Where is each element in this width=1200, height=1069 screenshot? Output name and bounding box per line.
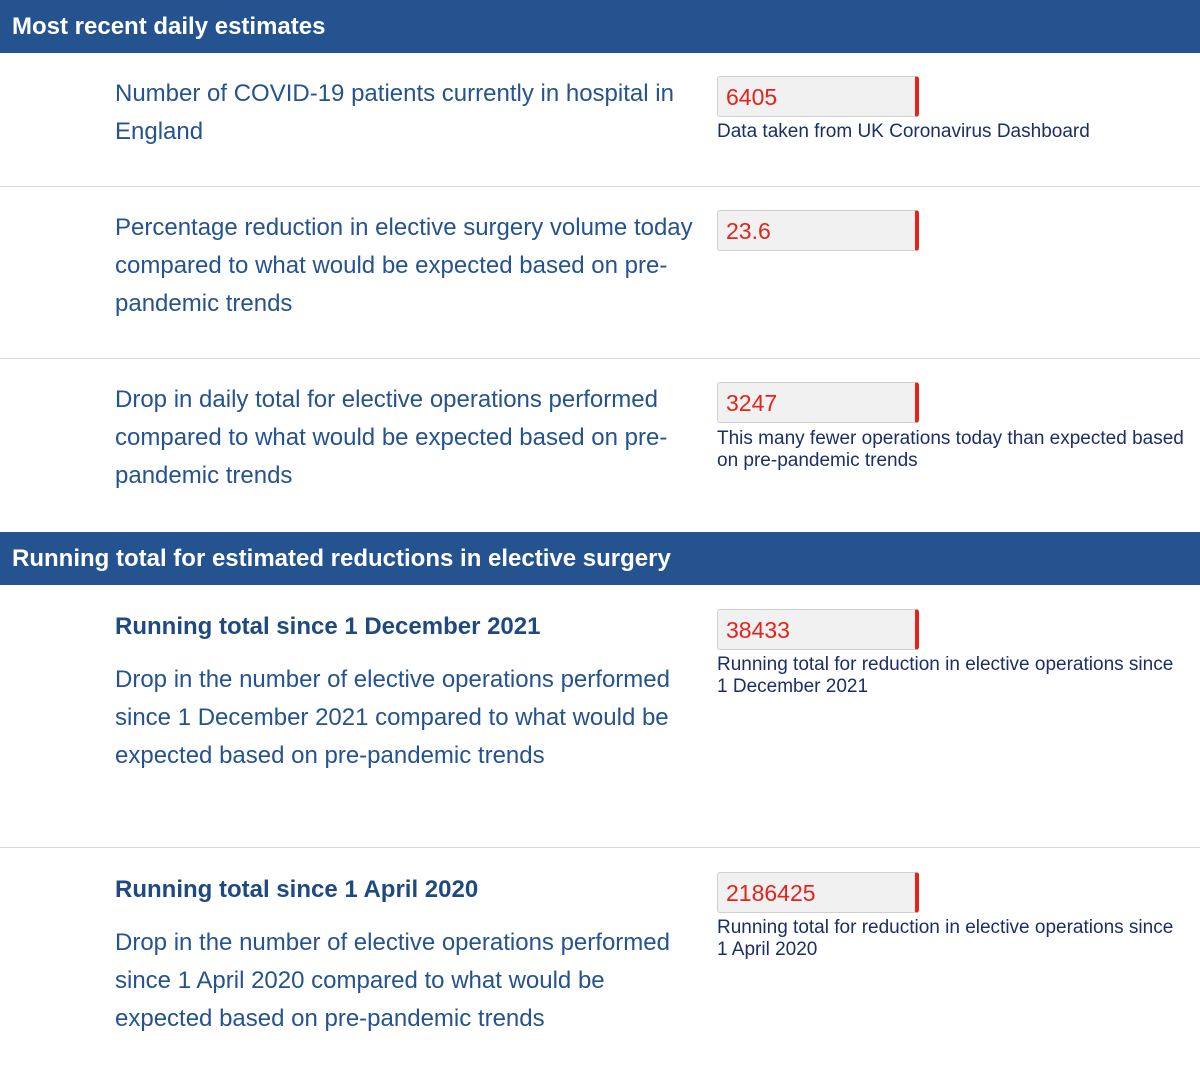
value-field-hospital-patients[interactable]: 6405 [717,76,919,117]
row-divider [0,186,1200,187]
value-note-daily-drop: This many fewer operations today than expected based on pre-pandemic trends [717,428,1184,471]
value-note-hospital-patients: Data taken from UK Coronavirus Dashboard [717,121,1090,142]
value-note-since-april-2020: Running total for reduction in elective operations since 1 April 2020 [717,917,1174,960]
row-label-since-april-2020: Drop in the number of elective operations performed since 1 April 2020 compared to what would be expected based on pre-pandemic trends [115,929,670,1032]
section-header-running-total: Running total for estimated reductions in elective surgery [0,532,1200,585]
row-label-hospital-patients: Number of COVID-19 patients currently in hospital in England [115,80,674,145]
row-divider [0,847,1200,848]
section-header-daily: Most recent daily estimates [0,0,1200,53]
row-divider [0,358,1200,359]
row-label-daily-drop: Drop in daily total for elective operations performed compared to what would be expected based on pre-pandemic trends [115,386,668,489]
value-note-since-december-2021: Running total for reduction in elective operations since 1 December 2021 [717,654,1174,697]
value-field-daily-drop[interactable]: 3247 [717,382,919,423]
row-label-percentage-reduction: Percentage reduction in elective surgery volume today compared to what would be expected based on pre-pandemic trends [115,214,693,317]
value-field-since-december-2021[interactable]: 38433 [717,609,919,650]
value-field-percentage-reduction[interactable]: 23.6 [717,210,919,251]
row-block-since-april-2020 [115,871,705,1038]
row-block-since-december-2021 [115,608,705,775]
row-heading-since-april-2020: Running total since 1 April 2020 [115,876,479,903]
row-heading-since-december-2021: Running total since 1 December 2021 [115,613,541,640]
value-field-since-april-2020[interactable]: 2186425 [717,872,919,913]
row-label-since-december-2021: Drop in the number of elective operations performed since 1 December 2021 compared to what would be expected based on pre-pandemic trends [115,666,670,769]
